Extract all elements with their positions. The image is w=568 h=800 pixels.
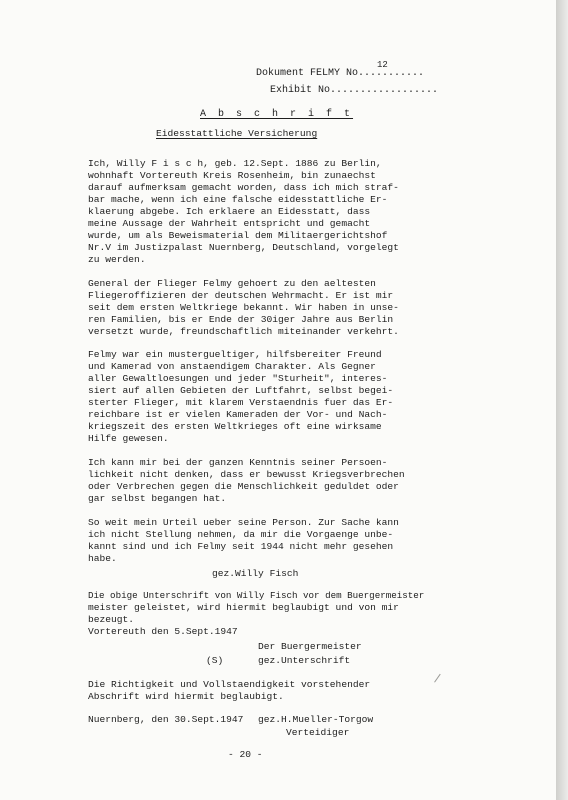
paragraph-3-line-6: reichbare ist er vielen Kameraden der Vor- und Nach- <box>88 409 388 420</box>
paragraph-2-line-2: Fliegeroffizieren der deutschen Wehrmacht. Er ist mir <box>88 290 394 301</box>
paragraph-3-line-8: Hilfe gewesen. <box>88 433 169 444</box>
mayor-signature: gez.Unterschrift <box>258 655 351 666</box>
paragraph-1-line-9: zu werden. <box>88 254 146 265</box>
conformity-line-2: Abschrift wird hiermit beglaubigt. <box>88 691 284 702</box>
paragraph-1-line-3: darauf aufmerksam gemacht worden, dass ich mich straf- <box>88 182 399 193</box>
document-subtitle: Eidesstattliche Versicherung <box>156 128 318 139</box>
paragraph-1-line-6: meine Aussage der Wahrheit entspricht und gemacht <box>88 218 371 229</box>
paragraph-3-line-7: kriegszeit des ersten Weltkrieges oft eine wirksame <box>88 421 382 432</box>
paragraph-4-line-1: Ich kann mir bei der ganzen Kenntnis seiner Persoen- <box>88 457 388 468</box>
paragraph-1-line-7: wurde, um als Beweismaterial dem Militaergerichtshof <box>88 230 388 241</box>
paragraph-1-line-4: bar mache, wenn ich eine falsche eidesstattliche Er- <box>88 194 388 205</box>
paragraph-2-line-5: versetzt wurde, freundschaftlich miteinander verkehrt. <box>88 326 399 337</box>
place-date-nuernberg: Nuernberg, den 30.Sept.1947 <box>88 714 244 725</box>
paragraph-1-line-5: klaerung abgebe. Ich erklaere an Eidesstatt, dass <box>88 206 371 217</box>
paragraph-5-line-3: kannt sind und ich Felmy seit 1944 nicht mehr gesehen <box>88 541 394 552</box>
exhibit-line: Exhibit No.................. <box>270 85 439 96</box>
page-footer: - 20 - <box>228 749 263 760</box>
paragraph-3-line-1: Felmy war ein mustergueltiger, hilfsbereiter Freund <box>88 349 382 360</box>
conformity-line-1: Die Richtigkeit und Vollstaendigkeit vorstehender <box>88 679 371 690</box>
official-seal: (S) <box>206 655 224 666</box>
defender-title: Verteidiger <box>286 727 350 738</box>
page-number-mark: 12 <box>377 60 388 70</box>
paragraph-1-line-8: Nr.V im Justizpalast Nuernberg, Deutschland, vorgelegt <box>88 242 399 253</box>
page-edge-shadow <box>556 0 568 800</box>
paragraph-1-line-1: Ich, Willy F i s c h, geb. 12.Sept. 1886 zu Berlin, <box>88 158 382 169</box>
paragraph-3-line-4: siert auf allen Gebieten der Luftfahrt, selbst begei- <box>88 385 394 396</box>
dokument-line: Dokument FELMY No........... <box>256 68 425 79</box>
paragraph-5-line-4: habe. <box>88 553 117 564</box>
paragraph-2-line-3: seit dem ersten Weltkriege bekannt. Wir haben in unse- <box>88 302 399 313</box>
certification-line-3: bezeugt. <box>88 614 135 625</box>
paragraph-3-line-5: sterter Flieger, mit klarem Verstaendnis fuer das Er- <box>88 397 394 408</box>
pencil-mark <box>434 674 449 689</box>
paragraph-1-line-2: wohnhaft Vortereuth Kreis Rosenheim, bin zunaechst <box>88 170 376 181</box>
paragraph-3-line-2: und Kamerad von anstaendigem Charakter. Als Gegner <box>88 361 376 372</box>
paragraph-5-line-1: So weit mein Urteil ueber seine Person. Zur Sache kann <box>88 517 399 528</box>
paragraph-4-line-3: oder Verbrechen gegen die Menschlichkeit geduldet oder <box>88 481 399 492</box>
paragraph-4-line-2: lichkeit nicht denken, dass er bewusst Kriegsverbrechen <box>88 469 405 480</box>
document-title: A b s c h r i f t <box>200 109 354 120</box>
affiant-signature: gez.Willy Fisch <box>212 568 299 579</box>
paragraph-2-line-4: ren Familien, bis er Ende der 30iger Jahre aus Berlin <box>88 314 394 325</box>
paragraph-3-line-3: aller Gewaltloesungen und jeder "Sturheit", interes- <box>88 373 388 384</box>
certification-line-1: Die obige Unterschrift von Willy Fisch vor dem Buergermeister <box>88 590 425 601</box>
defender-signature: gez.H.Mueller-Torgow <box>258 714 374 725</box>
paragraph-2-line-1: General der Flieger Felmy gehoert zu den aeltesten <box>88 278 376 289</box>
mayor-title: Der Buergermeister <box>258 641 362 652</box>
place-date-vortereuth: Vortereuth den 5.Sept.1947 <box>88 626 238 637</box>
paragraph-4-line-4: gar selbst begangen hat. <box>88 493 227 504</box>
paragraph-5-line-2: ich nicht Stellung nehmen, da mir die Vorgaenge unbe- <box>88 529 394 540</box>
certification-line-2: meister geleistet, wird hiermit beglaubigt und von mir <box>88 602 399 613</box>
